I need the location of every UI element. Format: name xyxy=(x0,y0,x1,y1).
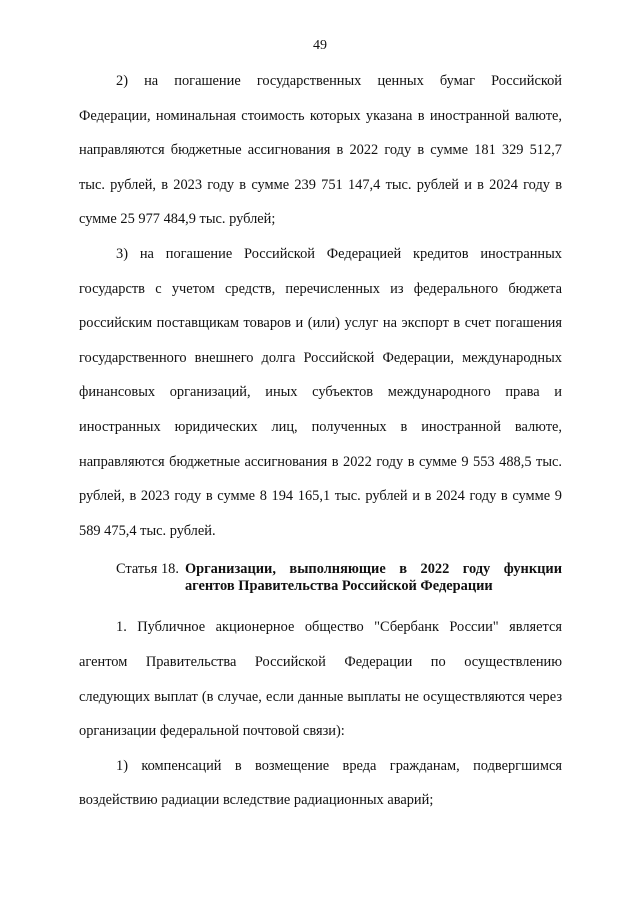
paragraph-subitem-1: 1) компенсаций в возмещение вреда гражданам, подвергшимся воздействию радиации вследствие радиационных аварий; xyxy=(79,757,562,809)
document-body xyxy=(79,64,562,818)
paragraph-item-2: 2) на погашение государственных ценных бумаг Российской Федерации, номинальная стоимость которых указана в иностранной валюте, направляются бюджетные ассигнования в 2022 году в сумме 181 329 512,7 тыс. рублей, в 2023 году в сумме 239 751 147,4 тыс. рублей и в 2024 году в сумме 25 977 484,9 тыс. рублей; xyxy=(79,73,562,228)
article-heading xyxy=(116,561,562,595)
article-label: Статья 18. xyxy=(116,561,179,578)
page-number: 49 xyxy=(313,38,327,53)
paragraph-clause-1: 1. Публичное акционерное общество "Сбербанк России" является агентом Правительства Российской Федерации по осуществлению следующих выплат (в случае, если данные выплаты не осуществляются через организации федеральной почтовой связи): xyxy=(79,619,562,740)
paragraph-item-3: 3) на погашение Российской Федерацией кредитов иностранных государств с учетом средств, перечисленных из федерального бюджета российским поставщикам товаров и (или) услуг на экспорт в счет погашения государственного внешнего долга Российской Федерации, международных финансовых организаций, иных субъектов международного права и иностранных юридических лиц, полученных в иностранной валюте, направляются бюджетные ассигнования в 2022 году в сумме 9 553 488,5 тыс. рублей, в 2023 году в сумме 8 194 165,1 тыс. рублей и в 2024 году в сумме 9 589 475,4 тыс. рублей. xyxy=(79,245,562,539)
article-title: Организации, выполняющие в 2022 году функции агентов Правительства Российской Федерации xyxy=(184,561,562,595)
